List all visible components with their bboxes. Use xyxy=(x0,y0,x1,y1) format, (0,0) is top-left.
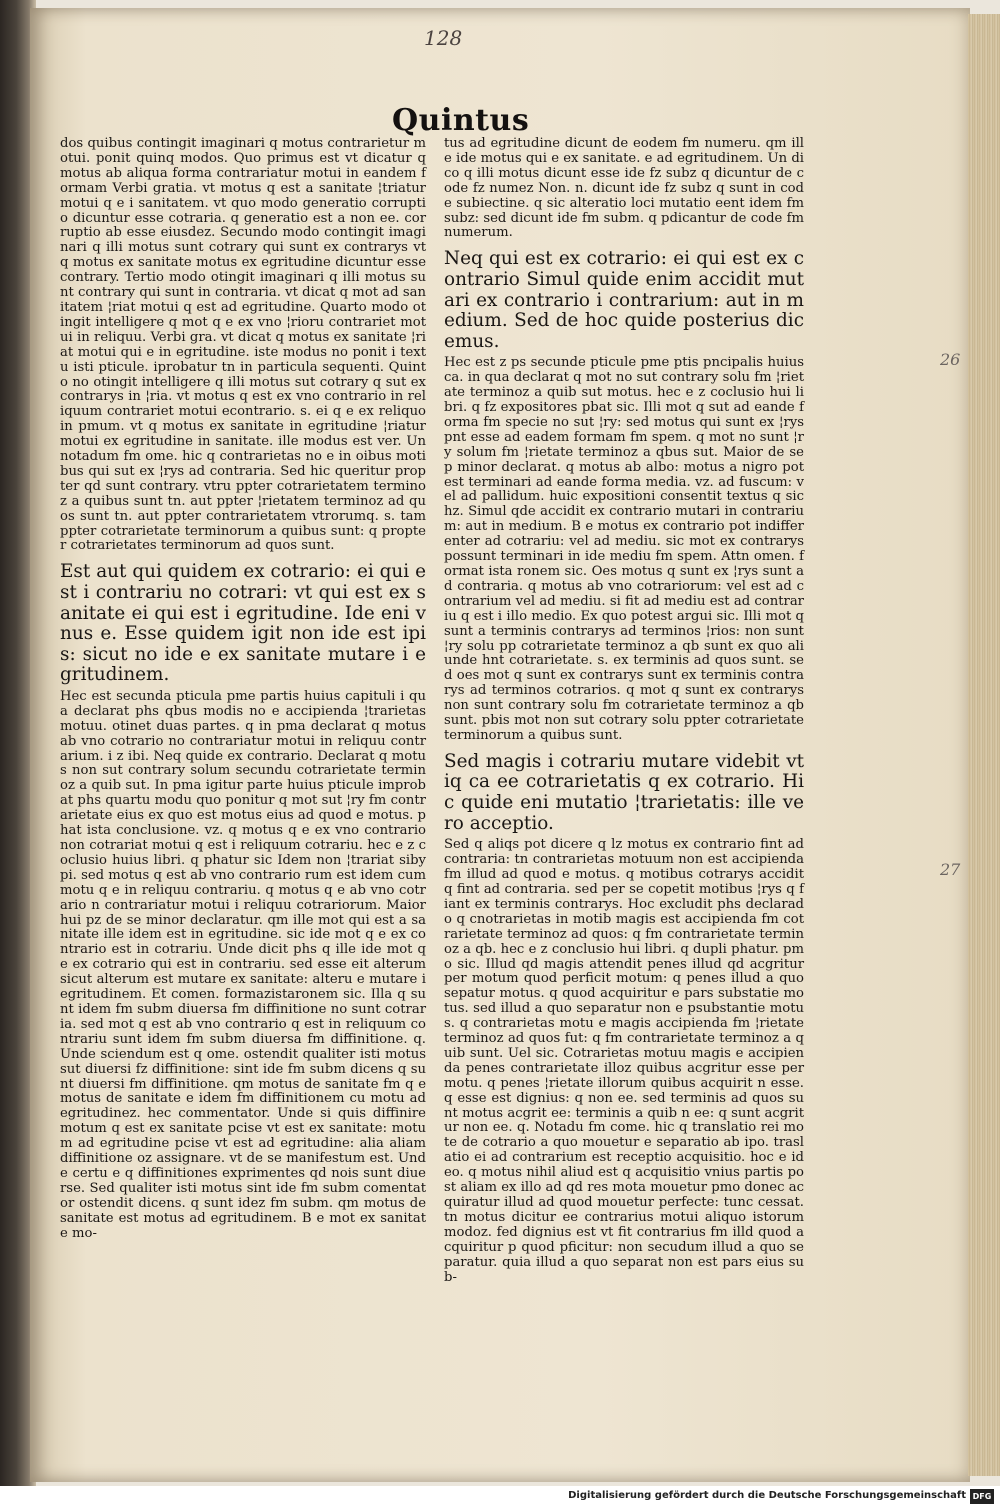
dfg-logo-icon: DFG xyxy=(970,1489,994,1504)
aristotle-text-paragraph: Sed magis i cotrariu mutare videbit vtiq ca ee cotrarietatis q ex cotrario. Hic quide eni mutatio ¦trarietatis: ille vero acceptio. xyxy=(444,750,804,834)
commentary-paragraph: dos quibus contingit imaginari q motus contrarietur motui. ponit quinq modos. Quo primus est vt dicatur q motus ab aliqua forma contrariatur motui in eandem formam Verbi gratia. vt motus q est a sanitate ¦triatur motui q e i sanitatem. vt quo modo generatio corruptio dicuntur esse cotraria. q generatio est a non ee. corruptio ab esse eiusdez. Secundo modo contingit imaginari q illi motus sunt cotrary qui sunt ex contrarys vt q motus ex sanitate motus ex egritudine dicuntur esse contrary. Tertio modo otingit imaginari q illi motus sunt contrary qui sunt in contraria. vt dicat q mot ad sanitatem ¦riat motui q est ad egritudine. Quarto modo otingit intelligere q mot q e ex vno ¦rioru contrariet motui in reliquu. Verbi gra. vt dicat q motus ex sanitate ¦riat motui qui e in egritudine. iste modus no ponit i textu isti pticule. iprobatur tn in particula sequenti. Quinto no otingit intelligere q illi motus sut cotrary q sut ex contrarys in ¦ria. vt motus q est ex vno contrario in reliquum contrariet motui econtrario. s. ei q e ex reliquo in pmum. vt q motus ex sanitate in egritudine ¦riatur motui ex egritudine in sanitate. ille modus est ver. Un notadum fm ome. hic q contrarietas no e in oibus motibus qui sut ex ¦rys ad contraria. Sed hic queritur propter qd sunt contrary. vtru ppter cotrarietatem terminoz a quibus sunt tn. aut ppter ¦rietatem terminoz ad quos sunt tn. aut ppter contrarietatem vtrorumq. s. tam ppter cotrarietate terminorum a quibus sunt: q propter cotrarietates terminorum ad quos sunt. xyxy=(60,136,426,554)
digitization-footer xyxy=(0,1486,1000,1508)
right-text-column xyxy=(444,137,804,1285)
commentary-paragraph: Hec est secunda pticula pme partis huius capituli i qua declarat phs qbus modis no e accipienda ¦trarietas motuu. otinet duas partes. q in pma declarat q motus ab vno cotrario no contrariatur motui in reliquu contrarium. i z ibi. Neq quide ex contrario. Declarat q motus non sut contrary solum secundu cotrarietate terminoz a quib sut. In pma igitur parte huius pticule improbat phs quartu modu quo ponitur q mot sut ¦ry fm contrarietate eius ex quo est motus eius ad quod e motus. phat ista conclusione. vz. q motus q e ex vno contrario non cotrariat motui q est i reliquum cotrariu. hec e z coclusio huius libri. q phatur sic Idem non ¦trariat sibypi. sed motus q est ab vno contrario rum est idem cum motu q e in reliquu contrariu. q motus q e ab vno cotrario n contrariatur motui i reliquu cotrariorum. Maior hui pz de se minor declaratur. qm ille mot qui est a sanitate ille idem est in egritudine. sic ide mot q e ex contrario est in cotrariu. Unde dicit phs q ille ide mot q e ex cotrario qui est in contrariu. sed esse eit alterum sicut alterum est mutare ex sanitate: alteru e mutare i egritudinem. Et comen. formazistaronem sic. Illa q sunt idem fm subm diuersa fm diffinitione no sunt cotraria. sed mot q est ab vno contrario q est in reliquum contrariu sunt idem fm subm diuersa fm diffinitione. q. Unde sciendum est q ome. ostendit qualiter isti motus sut diuersi fz diffinitione: sint ide fm subm dicens q sunt diuersi fm diffinitione. qm motus de sanitate fm q e motus de sanitate e idem fm diffinitionem cu motu ad egritudinez. hec commentator. Unde si quis diffinire motum q est ex sanitate pcise vt est ex sanitate: motum ad egritudine pcise vt est ad egritudine: alia aliam diffinitione oz assignare. vt de se manifestum est. Unde certu e q diffinitiones exprimentes qd nois sunt diuerse. Sed qualiter isti motus sint ide fm subm comentator ostendit dicens. q sunt idez fm subm. qm motus de sanitate est motus ad egritudinem. B e mot ex sanitate mo- xyxy=(60,688,426,1241)
folio-number: 128 xyxy=(424,26,463,50)
commentary-paragraph: Hec est z ps secunde pticule pme ptis pncipalis huius ca. in qua declarat q mot no sut contrary solu fm ¦rietate terminoz a quib sut motus. hec e z coclusio hui libri. q fz expositores pbat sic. Illi mot q sut ad eande forma fm specie no sut ¦ry: sed motus qui sunt ex ¦rys pnt esse ad eadem formam fm spem. q mot no sunt ¦ry solum fm ¦rietate terminoz a qbus sut. Maior de se p minor declarat. q motus ab albo: motus a nigro potest terminari ad eande forma media. vz. ad fuscum: vel ad pallidum. huic expositioni consentit textus q sic hz. Simul qde accidit ex contrario mutari in contrarium: aut in medium. B e motus ex contrario pot indifferenter ad cotrariu: vel ad mediu. sic mot ex contrarys possunt terminari in ide mediu fm spem. Attn omen. format ista ronem sic. Oes motus q sunt ex ¦rys sunt ad contraria. q motus ab vno cotrariorum: vel est ad contrarium vel ad mediu. si fit ad mediu est ad contrariu q est i illo medio. Ex quo potest argui sic. Illi mot q sunt a terminis contrarys ad terminos ¦rios: non sunt ¦ry solu pp cotrarietate terminoz a qb sunt ex quo aliunde hnt cotrarietate. s. ex terminis ad quos sunt. sed oes mot q sunt ex contrarys sunt ex terminis contrarys ad terminos cotrarios. q mot q sunt ex contrarys non sunt contrary solu fm cotrarietate terminoz a qb sunt. pbis mot non sut cotrary solu ppter cotrarietate terminorum a quibus sunt. xyxy=(444,355,804,743)
aristotle-text-paragraph: Est aut qui quidem ex cotrario: ei qui est i contrariu no cotrari: vt qui est ex sanitate ei qui est i egritudine. Ide eni vnus e. Esse quidem igit non ide est ipis: sicut no ide e ex sanitate mutare i egritudinem. xyxy=(60,561,426,686)
commentary-paragraph: Sed q aliqs pot dicere q lz motus ex contrario fint ad contraria: tn contrarietas motuum non est accipienda fm illud ad quod e motus. q motibus cotrarys accidit q fint ad contraria. sed per se copetit motibus ¦rys q fiant ex terminis contrarys. Hoc excludit phs declarado q cnotrarietas in motib magis est accipienda fm cotrarietate terminoz ad quos: q fm contrarietate terminoz a qb. hec e z conclusio hui libri. q dupli phatur. pmo sic. Illud qd magis attendit penes illud qd acgritur per motum quod perficit motum: q penes illud a quo sepatur motus. q quod acquiritur e pars substatie motus. sed illud a quo separatur non e psubstantie motus. q contrarietas motu e magis accipienda fm ¦rietate terminoz ad quos fut: q fm contrarietate terminoz a quib sunt. Uel sic. Cotrarietas motuu magis e accipienda penes contrarietate illoz quibus acgritur esse per motu. q penes ¦rietate illorum quibus acquirit n esse. q esse est dignius: q non ee. sed terminis ad quos sunt motus acgrit ee: terminis a quib n ee: q sunt acgritur non ee. q. Notadu fm come. hic q translatio rei mote de cotrario a quo mouetur e separatio ab ipo. traslatio ei ad contrarium est receptio acquisitio. hoc e ideo. q motus nihil aliud est q acquisitio vnius partis post aliam ex illo ad qd res mota mouetur pmo donec acquiratur illud ad quod mouetur perfecte: tunc cessat. tn motus dicitur ee contrarius motui aliquo istorum modoz. fed dignius est vt fit contrarius fm illd quod acquiritur p quod pficitur: non secudum illud a quo separatur. quia illud a quo separat non est pars eius sub- xyxy=(444,837,804,1285)
aristotle-text-paragraph: Neq qui est ex cotrario: ei qui est ex contrario Simul quide enim accidit mutari ex contrario i contrarium: aut in medium. Sed de hoc quide posterius dicemus. xyxy=(444,248,804,352)
margin-note: 27 xyxy=(940,860,961,879)
margin-note: 26 xyxy=(940,350,961,369)
commentary-paragraph: tus ad egritudine dicunt de eodem fm numeru. qm ille ide motus qui e ex sanitate. e ad egritudinem. Un dico q illi motus dicunt esse ide fz subz q dicuntur de code fz numez Non. n. dicunt ide fz subz q sunt in code subiectine. q sic alteratio loci mutatio eent idem fm subz: sed dicunt ide fm subm. q pdicantur de code fm numerum. xyxy=(444,136,804,241)
left-text-column xyxy=(60,137,426,1241)
page-fore-edge xyxy=(968,14,1000,1476)
footer-credit: Digitalisierung gefördert durch die Deutsche Forschungsgemeinschaft xyxy=(568,1490,966,1501)
running-head: Quintus xyxy=(392,103,530,138)
